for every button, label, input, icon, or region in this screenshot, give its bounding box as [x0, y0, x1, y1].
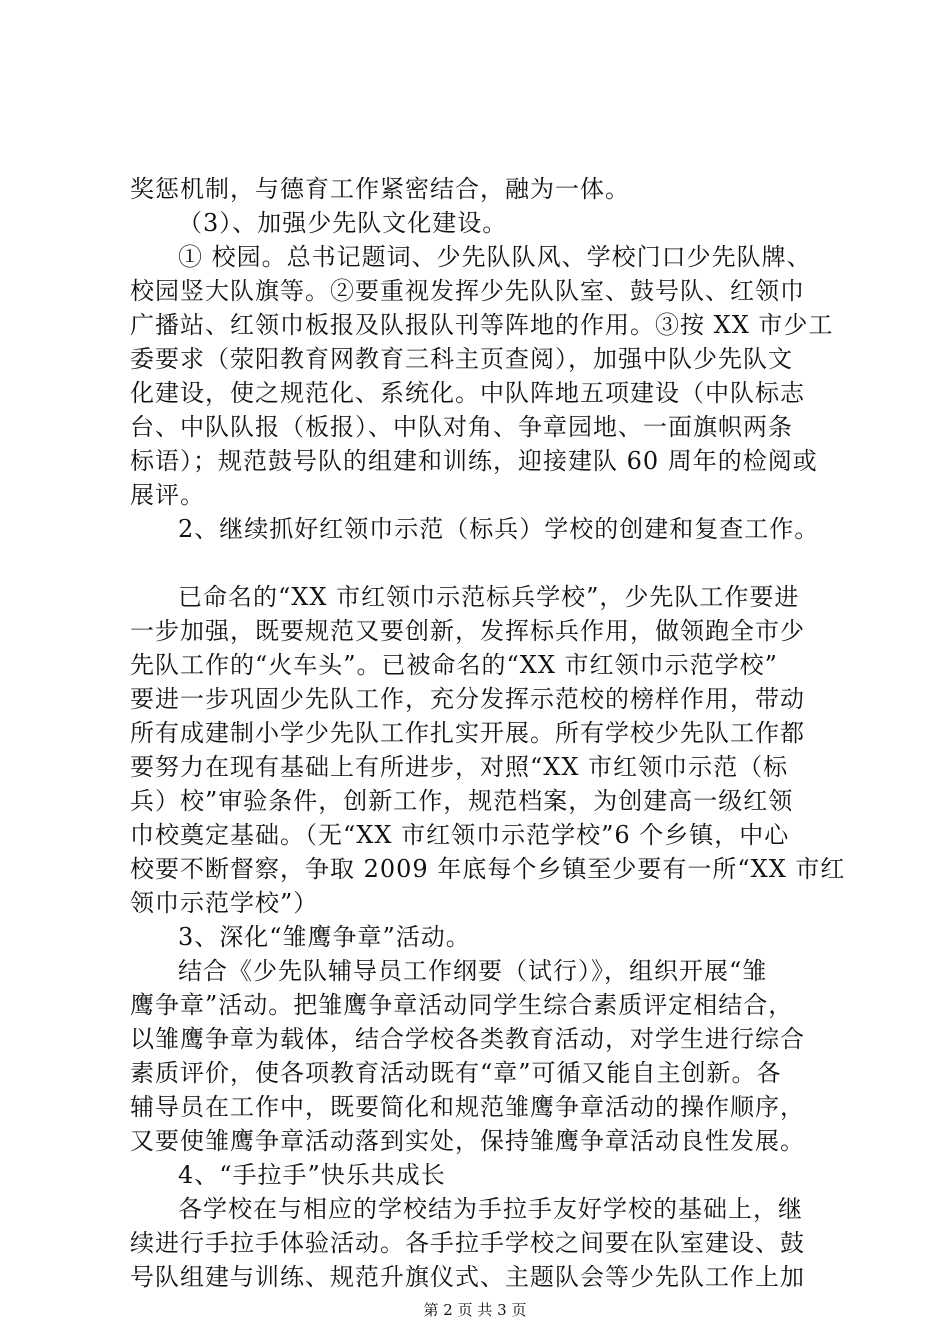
text-line: 所有成建制小学少先队工作扎实开展。所有学校少先队工作都 — [130, 719, 805, 747]
text-line: ① 校园。总书记题词、少先队队风、学校门口少先队牌、 — [178, 243, 812, 271]
text-line: （3）、加强少先队文化建设。 — [178, 209, 508, 237]
section-heading: 4、“手拉手”快乐共成长 — [178, 1161, 446, 1189]
text-line: 奖惩机制，与德育工作紧密结合，融为一体。 — [130, 175, 630, 203]
text-line: 先队工作的“火车头”。已被命名的“XX 市红领巾示范学校” — [130, 651, 778, 679]
text-line: 又要使雏鹰争章活动落到实处，保持雏鹰争章活动良性发展。 — [130, 1127, 805, 1155]
section-heading: 2、继续抓好红领巾示范（标兵）学校的创建和复查工作。 — [178, 515, 820, 543]
text-line: 标语）；规范鼓号队的组建和训练，迎接建队 60 周年的检阅或 — [130, 447, 818, 475]
text-line: 各学校在与相应的学校结为手拉手友好学校的基础上，继 — [178, 1195, 803, 1223]
text-line: 辅导员在工作中，既要简化和规范雏鹰争章活动的操作顺序， — [130, 1093, 805, 1121]
text-line: 以雏鹰争章为载体，结合学校各类教育活动，对学生进行综合 — [130, 1025, 805, 1053]
text-line: 领巾示范学校”） — [130, 889, 319, 917]
text-line: 要进一步巩固少先队工作，充分发挥示范校的榜样作用，带动 — [130, 685, 805, 713]
text-line: 续进行手拉手体验活动。各手拉手学校之间要在队室建设、鼓 — [130, 1229, 805, 1257]
text-line: 一步加强，既要规范又要创新，发挥标兵作用，做领跑全市少 — [130, 617, 805, 645]
text-line: 校园竖大队旗等。②要重视发挥少先队队室、鼓号队、红领巾 — [130, 277, 805, 305]
text-line: 号队组建与训练、规范升旗仪式、主题队会等少先队工作上加 — [130, 1263, 805, 1291]
text-line: 台、中队队报（板报）、中队对角、争章园地、一面旗帜两条 — [130, 413, 793, 441]
text-line: 展评。 — [130, 481, 205, 509]
text-line: 鹰争章”活动。把雏鹰争章活动同学生综合素质评定相结合， — [130, 991, 794, 1019]
text-line: 校要不断督察，争取 2009 年底每个乡镇至少要有一所“XX 市红 — [130, 855, 846, 883]
text-line: 化建设，使之规范化、系统化。中队阵地五项建设（中队标志 — [130, 379, 805, 407]
text-line: 兵）校”审验条件，创新工作，规范档案，为创建高一级红领 — [130, 787, 794, 815]
page-number: 第 2 页 共 3 页 — [423, 1301, 527, 1319]
text-line: 要努力在现有基础上有所进步，对照“XX 市红领巾示范（标 — [130, 753, 789, 781]
text-line: 广播站、红领巾板报及队报队刊等阵地的作用。③按 XX 市少工 — [130, 311, 834, 339]
text-line: 巾校奠定基础。（无“XX 市红领巾示范学校”6 个乡镇，中心 — [130, 821, 790, 849]
section-heading: 3、深化“雏鹰争章”活动。 — [178, 923, 471, 951]
text-line: 已命名的“XX 市红领巾示范标兵学校”，少先队工作要进 — [178, 583, 800, 611]
text-line: 委要求（荥阳教育网教育三科主页查阅），加强中队少先队文 — [130, 345, 793, 373]
text-line: 结合《少先队辅导员工作纲要（试行）》，组织开展“雏 — [178, 957, 768, 985]
text-line: 素质评价，使各项教育活动既有“章”可循又能自主创新。各 — [130, 1059, 782, 1087]
